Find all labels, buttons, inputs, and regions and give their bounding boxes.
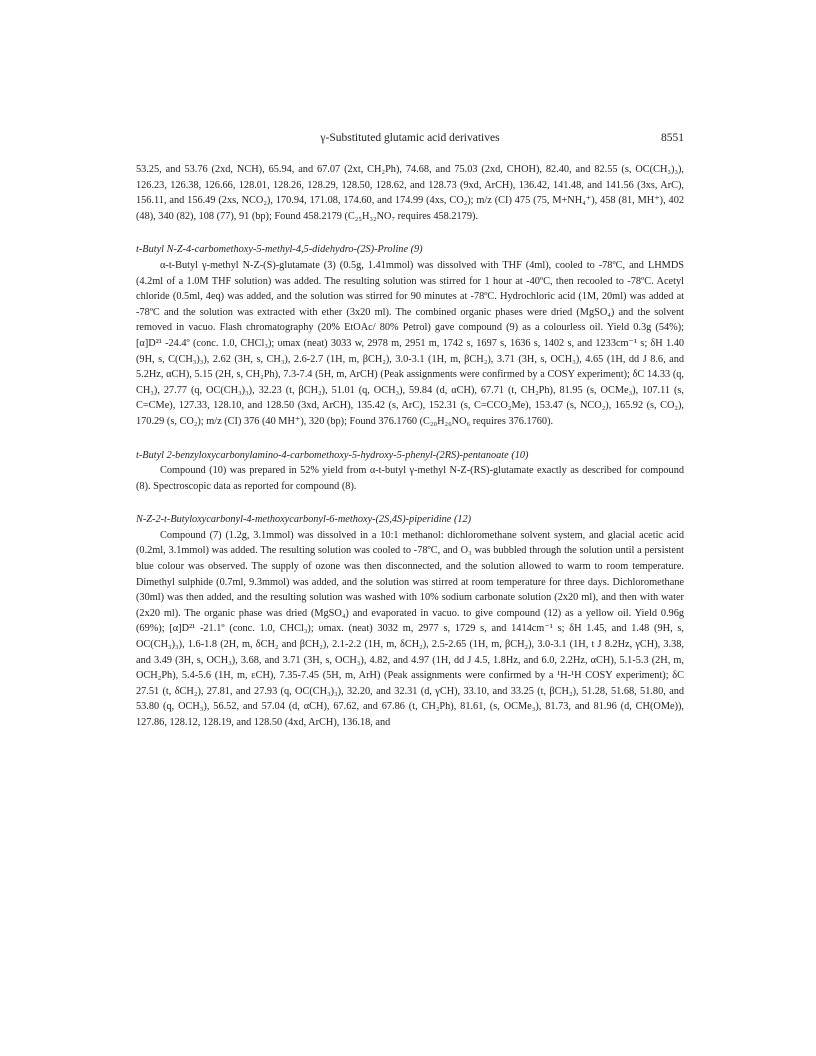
article-body [136,162,684,731]
compound-10-procedure: Compound (10) was prepared in 52% yield from α-t-butyl γ-methyl N-Z-(RS)-glutamate exactly as described for compound (8). Spectroscopic data as reported for compound (8). [136,465,684,492]
page-header [136,132,684,150]
compound-9-heading: t-Butyl N-Z-4-carbomethoxy-5-methyl-4,5-didehydro-(2S)-Proline (9) [136,244,423,256]
compound-9-procedure: α-t-Butyl γ-methyl N-Z-(S)-glutamate (3) (0.5g, 1.41mmol) was dissolved with THF (4ml), cooled to -78ºC, and LHMDS (4.2ml of a 1.0M THF solution) was added. The resulting solution was stirred for 1 hour at -40ºC, then recooled to -78ºC. Acetyl chloride (0.5ml, 4eq) was added, and the solution was stirred for 90 minutes at -78ºC. Hydrochloric acid (1M, 20ml) was added at -78ºC and the solution was extracted with ether (3x20 ml). The combined organic phases were dried (MgSO₄) and the solvent removed in vacuo. Flash chromatography (20% EtOAc/ 80% Petrol) gave compound (9) as a colourless oil. Yield 0.3g (54%); [α]D²¹ -24.4º (conc. 1.0, CHCl₃); υmax (neat) 3033 w, 2978 m, 2951 m, 1742 s, 1697 s, 1636 s, 1402 s, and 1233cm⁻¹ s; δH 1.40 (9H, s, C(CH₃)₃), 2.62 (3H, s, CH₃), 2.6-2.7 (1H, m, βCH₂), 3.0-3.1 (1H, m, βCH₂), 3.71 (3H, s, OCH₃), 4.65 (1H, dd J 8.6, and 5.2Hz, αCH), 5.15 (2H, s, CH₂Ph), 7.3-7.4 (5H, m, ArCH) (Peak assignments were confirmed by a COSY experiment); δC 14.33 (q, CH₃), 27.77 (q, OC(CH₃)₃), 32.23 (t, βCH₂), 51.01 (q, OCH₃), 59.84 (d, αCH), 67.71 (t, CH₂Ph), 81.95 (s, OCMe₃), 107.11 (s, C=CMe), 127.33, 128.10, and 128.50 (3xd, ArCH), 135.42 (s, ArC), 152.31 (s, C=CCO₂Me), 153.47 (s, NCO₂), 165.92 (s, CO₂), 170.29 (s, CO₂); m/z (CI) 376 (40 MH⁺), 320 (bp); Found 376.1760 (C₂₀H₂₆NO₆ requires 376.1760). [136,259,684,427]
page-number: 8551 [661,132,684,144]
compound-12-heading: N-Z-2-t-Butyloxycarbonyl-4-methoxycarbonyl-6-methoxy-(2S,4S)-piperidine (12) [136,514,472,526]
running-title: γ-Substituted glutamic acid derivatives [320,132,500,144]
compound-10-heading: t-Butyl 2-benzyloxycarbonylamino-4-carbomethoxy-5-hydroxy-5-phenyl-(2RS)-pentanoate (10) [136,449,529,461]
paragraph-continuation: 53.25, and 53.76 (2xd, NCH), 65.94, and 67.07 (2xt, CH₂Ph), 74.68, and 75.03 (2xd, CHOH), 82.40, and 82.55 (s, OC(CH₃)₃), 126.23, 126.38, 126.66, 128.01, 128.26, 128.29, 128.50, 128.62, and 128.73 (9xd, ArCH), 136.42, 141.48, and 141.56 (3xs, ArC), 156.11, and 156.49 (2xs, NCO₂), 170.94, 171.08, 174.60, and 174.99 (4xs, CO₂); m/z (CI) 475 (75, M+NH₄⁺), 458 (81, MH⁺), 402 (48), 340 (82), 108 (77), 91 (bp); Found 458.2179 (C₂₅H₃₂NO₇ requires 458.2179). [136,164,684,222]
compound-12-procedure: Compound (7) (1.2g, 3.1mmol) was dissolved in a 10:1 methanol: dichloromethane solvent system, and glacial acetic acid (0.2ml, 3.1mmol) was added. The resulting solution was cooled to -78ºC, and O₃ was bubbled through the solution until a persistent blue colour was observed. The supply of ozone was then disconnected, and the solution allowed to warm to room temperature. Dimethyl sulphide (0.7ml, 9.3mmol) was added, and the solution was stirred at room temperature for three days. Dichloromethane (30ml) was then added, and the resulting solution was washed with 10% sodium carbonate solution (2x20 ml), and then with water (2x20 ml). The organic phase was dried (MgSO₄) and evaporated in vacuo. to give compound (12) as a yellow oil. Yield 0.96g (69%); [α]D²¹ -21.1º (conc. 1.0, CHCl₃); υmax. (neat) 3032 m, 2977 s, 1729 s, and 1414cm⁻¹ s; δH 1.45, and 1.48 (9H, s, OC(CH₃)₃), 1.6-1.8 (2H, m, δCH₂ and βCH₂), 2.1-2.2 (1H, m, δCH₂), 2.5-2.65 (1H, m, βCH₂), 3.0-3.1 (1H, t J 8.2Hz, γCH), 3.38, and 3.49 (3H, s, OCH₃), 3.68, and 3.71 (3H, s, OCH₃), 4.82, and 4.97 (1H, dd J 4.5, 1.8Hz, and 6.0, 2.2Hz, αCH), 5.1-5.3 (2H, m, OCH₂Ph), 5.4-5.6 (1H, m, εCH), 7.35-7.45 (5H, m, ArH) (Peak assignments were confirmed by a ¹H-¹H COSY experiment); δC 27.51 (t, δCH₂), 27.81, and 27.93 (q, OC(CH₃)₃), 32.20, and 32.31 (d, γCH), 33.10, and 33.25 (t, βCH₂), 51.28, 51.68, 51.80, and 53.80 (q, OCH₃), 56.52, and 57.04 (d, αCH), 67.62, and 67.86 (t, CH₂Ph), 81.61, (s, OCMe₃), 81.73, and 81.96 (d, CH(OMe)), 127.86, 128.12, 128.19, and 128.50 (4xd, ArCH), 136.18, and [136,529,684,728]
